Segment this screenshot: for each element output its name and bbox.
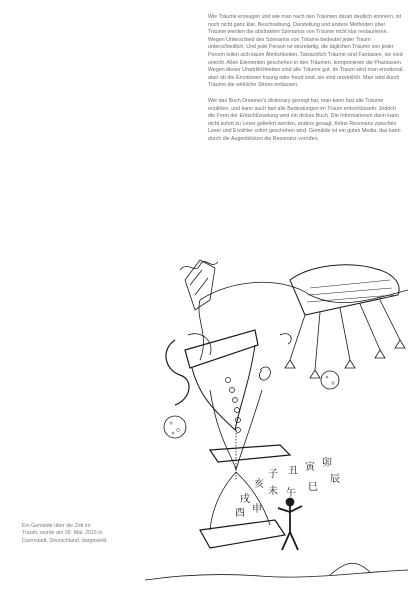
zodiac-glyph: 卯	[322, 458, 332, 469]
zodiac-glyph: 未	[268, 486, 278, 497]
paragraph-1: Wie Träume erzeugen und wie man nach den Träumen daran deutlich erinnern, ist noch nicht ganz klar. Beschreibung, Darstellung und andere Methoden über Träume werden die abstrakten Szenarios von Träume nicht klar restaurieren. Wegen Unterschied des Szenarios von Träume bedeutet jeder Traum unterschiedlich. Und jede Person ist einzelartig, die täglichen Träume von jeder Person teilen sich kaum Ähnlichkeiten. Tatsächlich Träume sind Fantasien, sie sind unecht. Allen Elementen geschehen in den Träumen, komponieren die Phantasien. Wegen dieser Unwirklichkeiten sind alle Träume gut. Im Traum wird man emotional, aber ob die Emotionen traurig oder freud sind, sie sind unwirklich. Man wird durch Träume die wirkliche Stress entlassen.	[208, 14, 404, 89]
planet-right	[321, 371, 339, 389]
body-text	[208, 14, 404, 152]
zodiac-glyph: 寅	[305, 462, 315, 473]
zodiac-glyph: 酉	[235, 508, 245, 519]
figure-caption: Ein Gemälde über die Zeit im Traum, wurde am 09. Mai. 2015 in Darmstadt, Deutschland, dargestellt.	[22, 523, 108, 544]
dream-time-drawing	[140, 240, 410, 590]
ground-line	[145, 570, 408, 580]
hill-left	[199, 300, 204, 360]
splash	[180, 261, 218, 270]
vine-2	[280, 334, 291, 344]
planet-left	[164, 416, 186, 438]
zodiac-glyph: 丑	[288, 466, 298, 477]
drawing-canvas	[140, 240, 410, 590]
floating-structure	[285, 265, 405, 378]
zodiac-glyphs	[235, 456, 340, 519]
zodiac-glyph: 戌	[240, 494, 250, 505]
zodiac-glyph: 子	[268, 469, 278, 480]
zodiac-glyph: 申	[252, 504, 262, 515]
hourglass-top	[185, 330, 258, 368]
planet-texture	[170, 376, 334, 434]
zodiac-glyph: 午	[286, 488, 296, 499]
rock-formation	[185, 260, 215, 310]
vine-1	[260, 367, 271, 380]
base-slab	[200, 520, 285, 548]
zodiac-glyph: 亥	[254, 479, 264, 490]
chain	[226, 378, 241, 433]
dancing-figure	[278, 499, 302, 551]
hourglass-base	[210, 445, 290, 462]
paragraph-2: Wie das Buch Dreamer's dictionary gezeigt hat, man kann fast alle Träume erzählen, und kann auch fast alle Bedeutungen im Traum entschlüsseln. Jedoch die Form der Entschlüsselung wird ein dickes Buch. Die Informationen darin kann nicht sofort zu Leser geliefert werden, anders gesagt, Keine Resonanz zwischen Leser und Erzähler sofort geschehen wird. Gemälde ist ein gutes Media, das kann durch die Augenblicken die Resonanz vorrufen.	[208, 97, 401, 142]
zodiac-glyph: 辰	[330, 474, 340, 485]
zodiac-glyph: 巳	[308, 482, 318, 493]
